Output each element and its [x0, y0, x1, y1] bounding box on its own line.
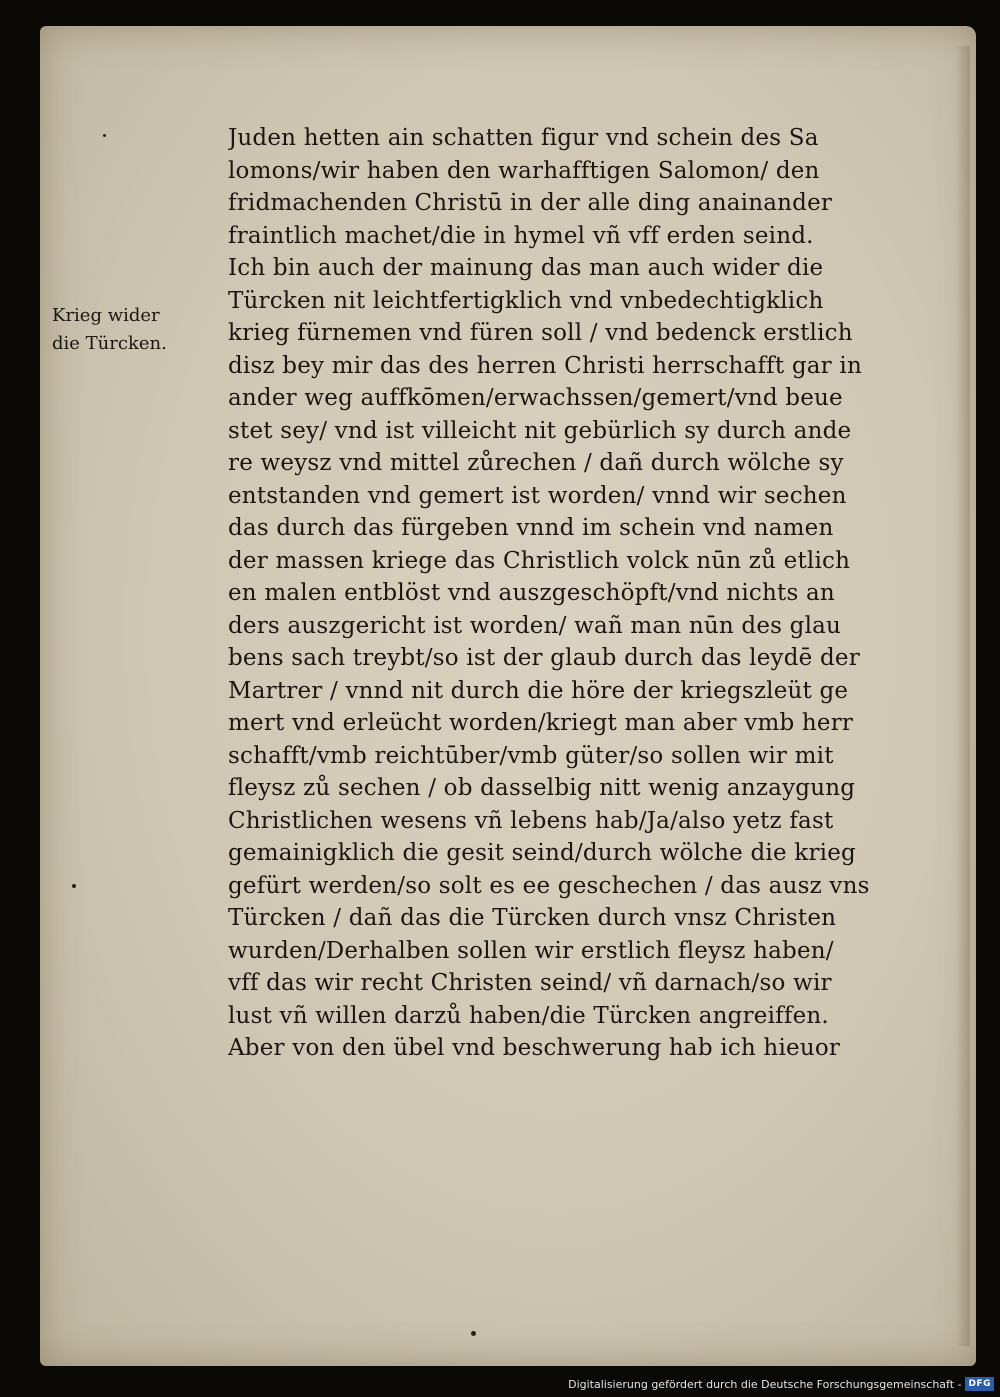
body-text: [228, 122, 908, 1065]
body-text-line: bens sach treybt/so ist der glaub durch das leydē der: [228, 645, 860, 671]
body-text-line: fleysz zů sechen / ob dasselbig nitt wenig anzaygung: [228, 775, 856, 801]
body-text-line: Martrer / vnnd nit durch die höre der kriegszleüt ge: [228, 677, 849, 704]
body-text-line: wurden/Derhalben sollen wir erstlich fleysz haben/: [228, 937, 834, 964]
body-text-line: fraintlich machet/die in hymel vñ vff erden seind.: [228, 222, 814, 249]
body-text-line: Türcken / dañ das die Türcken durch vnsz Christen: [228, 905, 837, 931]
body-text-line: Ich bin auch der mainung das man auch wider die: [228, 255, 824, 281]
body-text-line: Juden hetten ain schatten figur vnd schein des Sa: [228, 125, 819, 151]
body-text-line: lomons/wir haben den warhafftigen Salomon/ den: [228, 157, 820, 184]
body-text-line: lust vñ willen darzů haben/die Türcken angreiffen.: [228, 1002, 829, 1029]
page-edge-shadow: [956, 46, 970, 1346]
body-text-line: mert vnd erleücht worden/kriegt man aber vmb herr: [228, 710, 854, 736]
body-text-line: disz bey mir das des herren Christi herrschafft gar in: [228, 352, 862, 379]
body-text-line: schafft/vmb reichtūber/vmb güter/so sollen wir mit: [228, 742, 834, 769]
body-text-line: das durch das fürgeben vnnd im schein vnd namen: [228, 515, 834, 541]
page-speck: [471, 1331, 476, 1336]
body-text-line: gefürt werden/so solt es ee geschechen / das ausz vns: [228, 872, 870, 899]
body-text-line: krieg fürnemen vnd füren soll / vnd bedenck erstlich: [228, 320, 853, 346]
body-text-line: Christlichen wesens vñ lebens hab/Ja/also yetz fast: [228, 807, 834, 834]
body-text-line: stet sey/ vnd ist villeicht nit gebürlich sy durch ande: [228, 417, 852, 444]
body-text-line: ander weg auffkōmen/erwachssen/gemert/vnd beue: [228, 385, 843, 411]
marginal-note: [52, 302, 202, 358]
marginal-note-line: die Türcken.: [52, 333, 167, 354]
body-text-line: Aber von den übel vnd beschwerung hab ich hieuor: [228, 1035, 841, 1061]
body-text-line: vff das wir recht Christen seind/ vñ darnach/so wir: [228, 970, 832, 996]
digitization-footer: [568, 1375, 994, 1393]
body-text-line: ders auszgericht ist worden/ wañ man nūn des glau: [228, 612, 842, 639]
body-text-line: re weysz vnd mittel zůrechen / dañ durch wölche sy: [228, 450, 844, 476]
body-text-line: Türcken nit leichtfertigklich vnd vnbedechtigklich: [228, 287, 824, 314]
page-speck: [72, 884, 76, 888]
body-text-line: en malen entblöst vnd auszgeschöpft/vnd nichts an: [228, 580, 835, 606]
page-speck: [103, 134, 106, 137]
body-text-line: der massen kriege das Christlich volck nūn zů etlich: [228, 547, 851, 574]
body-text-line: entstanden vnd gemert ist worden/ vnnd wir sechen: [228, 482, 847, 509]
marginal-note-line: Krieg wider: [52, 305, 160, 326]
footer-credit-text: Digitalisierung gefördert durch die Deutsche Forschungsgemeinschaft -: [568, 1377, 962, 1391]
body-text-line: gemainigklich die gesit seind/durch wölche die krieg: [228, 840, 856, 866]
body-text-line: fridmachenden Christū in der alle ding anainander: [228, 190, 833, 216]
dfg-logo-icon: DFG: [965, 1377, 994, 1391]
